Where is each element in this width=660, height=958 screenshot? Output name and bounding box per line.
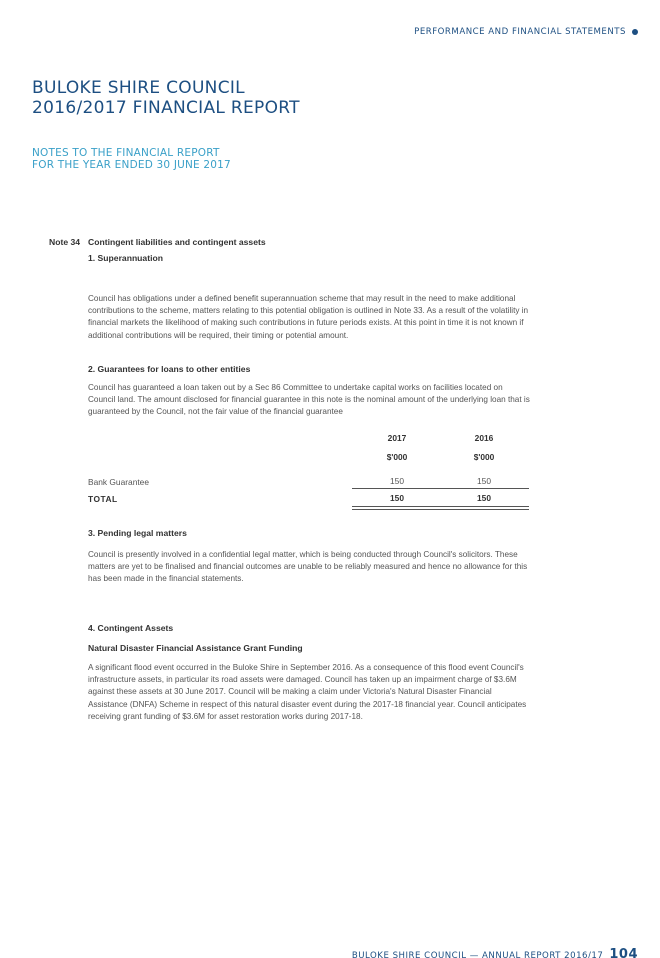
report-title	[32, 78, 300, 118]
superannuation-text: Council has obligations under a defined benefit superannuation scheme that may result in the need to make additional contributions to the scheme, matters relating to this potential obligation is outlined in Note 33. As a result of the volatility in financial markets the likelihood of making such contributions in future periods exists. At this point in time it is not known if additional contributions will be required, their timing or potential amount.	[88, 294, 529, 340]
notes-title-line2: FOR THE YEAR ENDED 30 JUNE 2017	[32, 159, 231, 171]
note-number: Note 34	[49, 237, 81, 247]
contingent-assets-text: A significant flood event occurred in the Buloke Shire in September 2016. As a consequence of this flood event Council's infrastructure assets, in particular its road assets were damaged. Council has taken up an impairment charge of $3.6M against these assets at 30 June 2017. Council will be making a claim under Victoria's Natural Disaster Financial Assistance (DNFA) Scheme in respect of this natural disaster event during the 2017-18 financial year. Council anticipates receiving grant funding of $3.6M for asset restoration works during 2017-18.	[88, 663, 527, 721]
total-label: TOTAL	[88, 494, 118, 504]
legal-matters-text: Council is presently involved in a confidential legal matter, which is being conducted through Council's solicitors. These matters are yet to be finalised and financial outcomes are unable to be reliably measured and hence no allowance for this has been made in the financial statements.	[88, 550, 528, 584]
contingent-assets-heading: 4. Contingent Assets	[88, 623, 174, 633]
total-2017: 150	[390, 493, 404, 503]
footer-text: BULOKE SHIRE COUNCIL — ANNUAL REPORT 2016/17	[351, 951, 604, 958]
grant-funding-heading: Natural Disaster Financial Assistance Grant Funding	[88, 643, 303, 653]
col-2017-unit: $'000	[386, 452, 408, 462]
legal-matters-heading: 3. Pending legal matters	[88, 528, 187, 538]
bank-guarantee-2017: 150	[390, 476, 404, 486]
subtotal-rule	[352, 488, 529, 489]
total-rule-2	[352, 509, 529, 510]
total-2016: 150	[477, 493, 491, 503]
notes-title-line1: NOTES TO THE FINANCIAL REPORT	[32, 147, 220, 159]
bank-guarantee-label: Bank Guarantee	[88, 477, 149, 487]
col-2017-header: 2017	[387, 433, 407, 443]
bullet-icon	[632, 29, 638, 35]
col-2016-unit: $'000	[473, 452, 495, 462]
section-header	[414, 27, 638, 37]
notes-title	[32, 147, 231, 171]
col-2016-header: 2016	[474, 433, 494, 443]
note-heading: Contingent liabilities and contingent assets	[88, 237, 266, 247]
guarantees-heading: 2. Guarantees for loans to other entities	[88, 364, 251, 374]
report-title-line1: BULOKE SHIRE COUNCIL	[32, 78, 245, 98]
page-footer	[352, 947, 638, 958]
bank-guarantee-2016: 150	[477, 476, 491, 486]
page-number: 104	[609, 947, 638, 958]
report-title-line2: 2016/2017 FINANCIAL REPORT	[32, 98, 300, 118]
superannuation-heading: 1. Superannuation	[88, 253, 163, 263]
section-header-label: PERFORMANCE AND FINANCIAL STATEMENTS	[414, 27, 626, 37]
total-rule-1	[352, 506, 529, 507]
guarantees-text: Council has guaranteed a loan taken out by a Sec 86 Committee to undertake capital works on facilities located on Council land. The amount disclosed for financial guarantee in this note is the nominal amount of the underlying loan that is guaranteed by the Council, not the fair value of the financial guarantee	[88, 383, 530, 417]
